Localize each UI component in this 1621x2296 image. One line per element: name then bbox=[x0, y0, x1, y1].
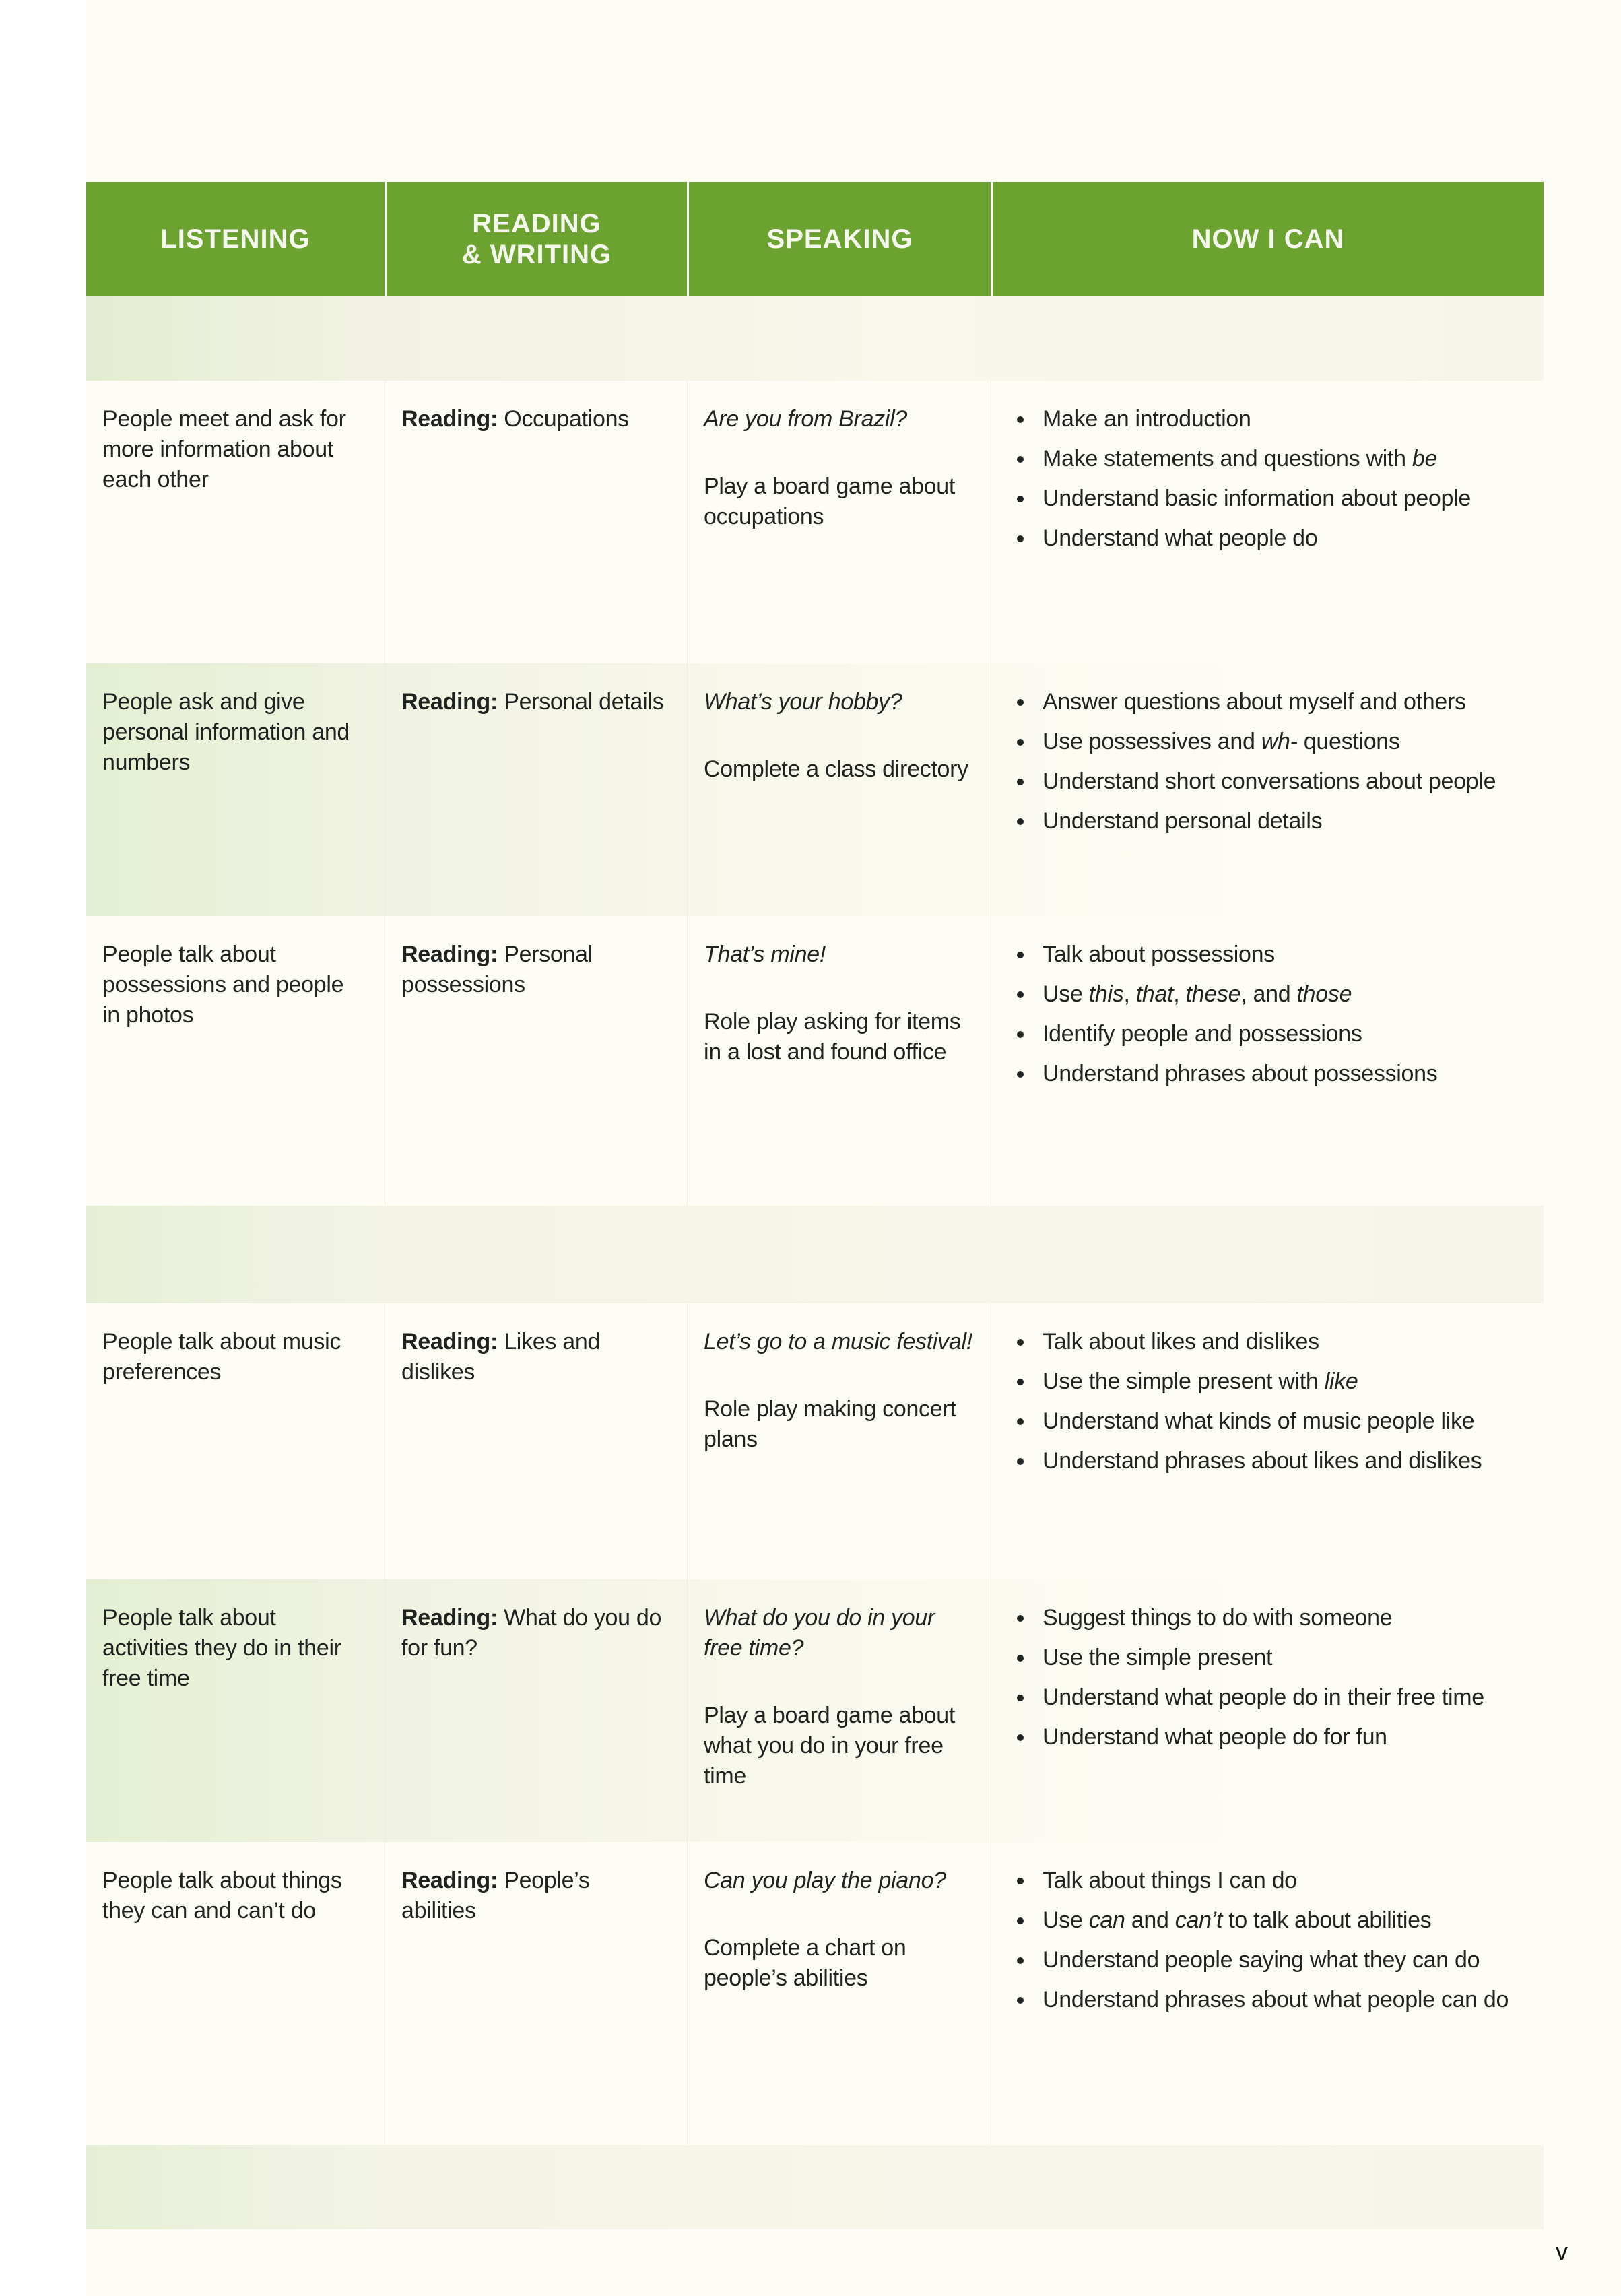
now-i-can-cell bbox=[991, 381, 1544, 663]
speaking-title: That’s mine! bbox=[704, 942, 826, 967]
table-header bbox=[86, 182, 1544, 296]
speaking-activity: Play a board game about what you do in your free time bbox=[704, 1703, 956, 1789]
listening-cell: People talk about possessions and people in photos bbox=[102, 942, 344, 1028]
now-i-can-item: Suggest things to do with someone bbox=[1043, 1603, 1514, 1633]
speaking-activity: Role play making concert plans bbox=[704, 1396, 956, 1452]
reading-label: Reading: bbox=[401, 1605, 498, 1631]
table-row bbox=[86, 1842, 1544, 2145]
reading-text: Personal details bbox=[498, 689, 664, 715]
now-i-can-item: Understand phrases about what people can do bbox=[1043, 1985, 1514, 2015]
reading-text: Personal possessions bbox=[401, 942, 593, 997]
now-i-can-item: Understand what kinds of music people like bbox=[1043, 1406, 1514, 1437]
now-i-can-item: Understand what people do in their free time bbox=[1043, 1682, 1514, 1713]
reading-writing-cell bbox=[385, 1303, 687, 1579]
reading-label: Reading: bbox=[401, 1329, 498, 1354]
unit-divider-band bbox=[86, 2145, 1544, 2229]
now-i-can-item: Understand what people do bbox=[1043, 523, 1514, 554]
reading-label: Reading: bbox=[401, 406, 498, 432]
now-i-can-item: Understand personal details bbox=[1043, 806, 1514, 837]
reading-text: Occupations bbox=[498, 406, 629, 432]
speaking-cell bbox=[687, 1579, 991, 1842]
unit-divider-band bbox=[86, 296, 1544, 381]
now-i-can-list bbox=[1007, 1603, 1514, 1752]
now-i-can-cell bbox=[991, 1303, 1544, 1579]
speaking-activity: Play a board game about occupations bbox=[704, 473, 956, 529]
header-label: READING bbox=[472, 209, 601, 238]
now-i-can-item: Use possessives and wh- questions bbox=[1043, 727, 1514, 757]
header-label: LISTENING bbox=[160, 224, 310, 254]
now-i-can-item: Understand people saying what they can do bbox=[1043, 1945, 1514, 1975]
reading-writing-cell bbox=[385, 1579, 687, 1842]
table-row bbox=[86, 916, 1544, 1206]
reading-text: People’s abilities bbox=[401, 1868, 590, 1924]
reading-label: Reading: bbox=[401, 1868, 498, 1893]
reading-label: Reading: bbox=[401, 942, 498, 967]
table-row bbox=[86, 663, 1544, 916]
now-i-can-item: Identify people and possessions bbox=[1043, 1019, 1514, 1049]
reading-writing-cell bbox=[385, 381, 687, 663]
now-i-can-list bbox=[1007, 940, 1514, 1089]
now-i-can-list bbox=[1007, 404, 1514, 554]
header-label-line2: & WRITING bbox=[461, 240, 612, 269]
reading-text: Likes and dislikes bbox=[401, 1329, 601, 1385]
now-i-can-item: Make an introduction bbox=[1043, 404, 1514, 434]
reading-text: What do you do for fun? bbox=[401, 1605, 662, 1661]
now-i-can-item: Make statements and questions with be bbox=[1043, 444, 1514, 474]
speaking-cell bbox=[687, 916, 991, 1206]
now-i-can-item: Understand basic information about people bbox=[1043, 484, 1514, 514]
table-row bbox=[86, 381, 1544, 663]
listening-cell: People ask and give personal information and numbers bbox=[102, 689, 350, 775]
listening-cell: People talk about activities they do in their free time bbox=[102, 1605, 341, 1691]
now-i-can-item: Understand phrases about likes and dislikes bbox=[1043, 1446, 1514, 1476]
now-i-can-item: Use can and can’t to talk about abilities bbox=[1043, 1905, 1514, 1936]
listening-cell: People talk about music preferences bbox=[102, 1329, 341, 1385]
reading-writing-cell bbox=[385, 1842, 687, 2145]
header-col-speaking bbox=[687, 182, 991, 296]
speaking-activity: Role play asking for items in a lost and found office bbox=[704, 1009, 961, 1065]
now-i-can-item: Talk about likes and dislikes bbox=[1043, 1327, 1514, 1357]
now-i-can-cell bbox=[991, 663, 1544, 916]
now-i-can-item: Use the simple present bbox=[1043, 1643, 1514, 1673]
now-i-can-item: Answer questions about myself and others bbox=[1043, 687, 1514, 717]
now-i-can-list bbox=[1007, 1866, 1514, 2015]
speaking-cell bbox=[687, 663, 991, 916]
speaking-activity: Complete a chart on people’s abilities bbox=[704, 1935, 906, 1991]
now-i-can-item: Use this, that, these, and those bbox=[1043, 979, 1514, 1010]
table-row bbox=[86, 1579, 1544, 1842]
speaking-title: What do you do in your free time? bbox=[704, 1605, 935, 1661]
speaking-title: Are you from Brazil? bbox=[704, 406, 907, 432]
now-i-can-item: Talk about possessions bbox=[1043, 940, 1514, 970]
now-i-can-cell bbox=[991, 1842, 1544, 2145]
now-i-can-item: Talk about things I can do bbox=[1043, 1866, 1514, 1896]
now-i-can-cell bbox=[991, 916, 1544, 1206]
now-i-can-cell bbox=[991, 1579, 1544, 1842]
listening-cell: People meet and ask for more information about each other bbox=[102, 406, 346, 492]
now-i-can-item: Understand what people do for fun bbox=[1043, 1722, 1514, 1752]
reading-writing-cell bbox=[385, 916, 687, 1206]
header-label: NOW I CAN bbox=[1191, 224, 1345, 254]
speaking-cell bbox=[687, 1842, 991, 2145]
header-col-reading-writing bbox=[385, 182, 687, 296]
now-i-can-item: Understand short conversations about people bbox=[1043, 766, 1514, 797]
speaking-title: Let’s go to a music festival! bbox=[704, 1329, 972, 1354]
header-col-listening bbox=[86, 182, 385, 296]
table-row bbox=[86, 1303, 1544, 1579]
now-i-can-item: Understand phrases about possessions bbox=[1043, 1059, 1514, 1089]
reading-label: Reading: bbox=[401, 689, 498, 715]
unit-divider-band bbox=[86, 1206, 1544, 1303]
listening-cell: People talk about things they can and can’t do bbox=[102, 1868, 342, 1924]
speaking-title: Can you play the piano? bbox=[704, 1868, 946, 1893]
page-number: v bbox=[1556, 2237, 1568, 2265]
speaking-activity: Complete a class directory bbox=[704, 756, 968, 782]
now-i-can-list bbox=[1007, 687, 1514, 837]
speaking-cell bbox=[687, 1303, 991, 1579]
scanned-book-page bbox=[86, 0, 1621, 2296]
now-i-can-list bbox=[1007, 1327, 1514, 1476]
speaking-title: What’s your hobby? bbox=[704, 689, 902, 715]
header-col-now-i-can bbox=[991, 182, 1544, 296]
speaking-cell bbox=[687, 381, 991, 663]
header-label: SPEAKING bbox=[766, 224, 913, 254]
reading-writing-cell bbox=[385, 663, 687, 916]
now-i-can-item: Use the simple present with like bbox=[1043, 1367, 1514, 1397]
